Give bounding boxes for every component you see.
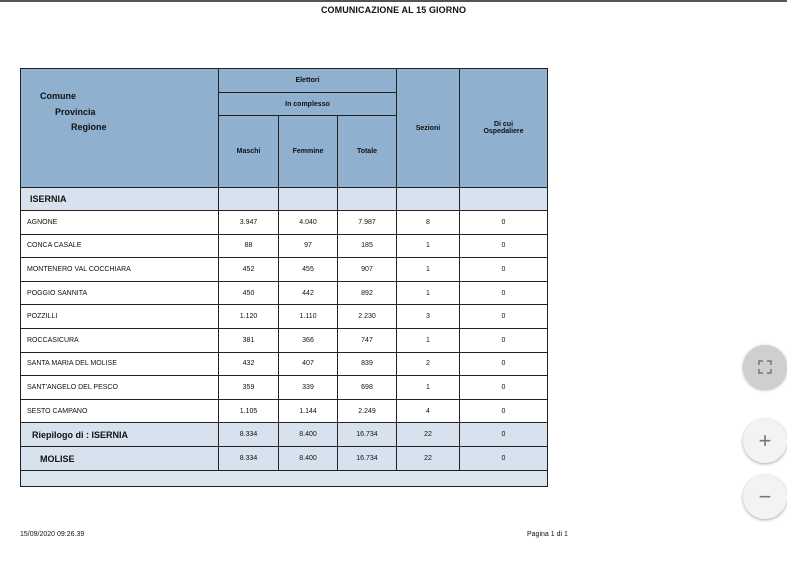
sezioni-cell: 1	[397, 258, 460, 282]
riepilogo-maschi: 8.334	[219, 423, 279, 447]
electors-table	[20, 68, 548, 487]
ospedaliere-cell: 0	[460, 258, 548, 282]
sezioni-cell: 1	[397, 234, 460, 258]
comune-cell: ROCCASICURA	[21, 328, 219, 352]
regione-name: MOLISE	[21, 447, 219, 471]
province-name: ISERNIA	[21, 188, 219, 211]
totale-cell: 185	[338, 234, 397, 258]
fullscreen-button[interactable]	[743, 345, 787, 389]
table-row	[21, 399, 548, 423]
footer-page-number: Pagina 1 di 1	[527, 531, 568, 538]
femmine-cell: 1.110	[279, 305, 338, 329]
regione-totale: 16.734	[338, 447, 397, 471]
maschi-cell: 1.120	[219, 305, 279, 329]
table-row	[21, 328, 548, 352]
province-group-row	[21, 188, 548, 211]
femmine-cell: 407	[279, 352, 338, 376]
ospedaliere-cell: 0	[460, 234, 548, 258]
regione-sezioni: 22	[397, 447, 460, 471]
in-complesso-header: In complesso	[219, 93, 397, 116]
ospedaliere-cell: 0	[460, 328, 548, 352]
sezioni-cell: 1	[397, 376, 460, 400]
di-cui-label: Di cui	[493, 121, 514, 128]
regione-ospedaliere: 0	[460, 447, 548, 471]
femmine-cell: 366	[279, 328, 338, 352]
femmine-header: Femmine	[279, 116, 338, 188]
maschi-cell: 3.947	[219, 211, 279, 235]
totale-header: Totale	[338, 116, 397, 188]
ospedaliere-cell: 0	[460, 305, 548, 329]
top-border	[0, 0, 787, 2]
riepilogo-totale: 16.734	[338, 423, 397, 447]
footer-timestamp: 15/09/2020 09:26.39	[20, 531, 85, 538]
comune-cell: SANT'ANGELO DEL PESCO	[21, 376, 219, 400]
ospedaliere-cell: 0	[460, 352, 548, 376]
ospedaliere-cell: 0	[460, 281, 548, 305]
regione-maschi: 8.334	[219, 447, 279, 471]
zoom-out-button[interactable]	[743, 475, 787, 519]
regione-femmine: 8.400	[279, 447, 338, 471]
ospedaliere-header	[460, 69, 548, 188]
maschi-cell: 450	[219, 281, 279, 305]
table-row	[21, 305, 548, 329]
totale-cell: 698	[338, 376, 397, 400]
femmine-cell: 455	[279, 258, 338, 282]
totale-cell: 892	[338, 281, 397, 305]
sezioni-cell: 2	[397, 352, 460, 376]
comune-cell: SANTA MARIA DEL MOLISE	[21, 352, 219, 376]
maschi-cell: 432	[219, 352, 279, 376]
sezioni-cell: 4	[397, 399, 460, 423]
totale-cell: 2.230	[338, 305, 397, 329]
riepilogo-row	[21, 423, 548, 447]
maschi-cell: 1.105	[219, 399, 279, 423]
zoom-in-button[interactable]	[743, 419, 787, 463]
table-bottom-row	[21, 471, 548, 487]
riepilogo-femmine: 8.400	[279, 423, 338, 447]
femmine-cell: 97	[279, 234, 338, 258]
comune-cell: CONCA CASALE	[21, 234, 219, 258]
regione-row	[21, 447, 548, 471]
maschi-cell: 381	[219, 328, 279, 352]
totale-cell: 747	[338, 328, 397, 352]
comune-cell: POZZILLI	[21, 305, 219, 329]
fullscreen-icon	[757, 359, 773, 375]
comune-label: Comune	[40, 91, 76, 101]
table-row	[21, 258, 548, 282]
comune-cell: MONTENERO VAL COCCHIARA	[21, 258, 219, 282]
table-row	[21, 376, 548, 400]
minus-icon: −	[758, 484, 772, 509]
totale-cell: 907	[338, 258, 397, 282]
maschi-cell: 452	[219, 258, 279, 282]
riepilogo-ospedaliere: 0	[460, 423, 548, 447]
table-row	[21, 352, 548, 376]
table-row	[21, 234, 548, 258]
regione-label: Regione	[71, 122, 107, 132]
sezioni-cell: 8	[397, 211, 460, 235]
sezioni-cell: 3	[397, 305, 460, 329]
sezioni-cell: 1	[397, 281, 460, 305]
maschi-cell: 88	[219, 234, 279, 258]
totale-cell: 7.987	[338, 211, 397, 235]
page-title: COMUNICAZIONE AL 15 GIORNO	[320, 5, 467, 15]
table-row	[21, 281, 548, 305]
comune-cell: AGNONE	[21, 211, 219, 235]
location-header	[21, 69, 219, 188]
maschi-cell: 359	[219, 376, 279, 400]
riepilogo-sezioni: 22	[397, 423, 460, 447]
maschi-header: Maschi	[219, 116, 279, 188]
ospedaliere-cell: 0	[460, 211, 548, 235]
ospedaliere-label: Ospedaliere	[483, 128, 524, 135]
table-row	[21, 211, 548, 235]
ospedaliere-cell: 0	[460, 376, 548, 400]
totale-cell: 2.249	[338, 399, 397, 423]
sezioni-header: Sezioni	[397, 69, 460, 188]
femmine-cell: 339	[279, 376, 338, 400]
elettori-header: Elettori	[219, 69, 397, 93]
femmine-cell: 442	[279, 281, 338, 305]
ospedaliere-cell: 0	[460, 399, 548, 423]
femmine-cell: 4.040	[279, 211, 338, 235]
sezioni-cell: 1	[397, 328, 460, 352]
riepilogo-label: Riepilogo di : ISERNIA	[21, 423, 219, 447]
provincia-label: Provincia	[55, 107, 96, 117]
plus-icon: +	[758, 428, 772, 453]
comune-cell: SESTO CAMPANO	[21, 399, 219, 423]
femmine-cell: 1.144	[279, 399, 338, 423]
totale-cell: 839	[338, 352, 397, 376]
comune-cell: POGGIO SANNITA	[21, 281, 219, 305]
